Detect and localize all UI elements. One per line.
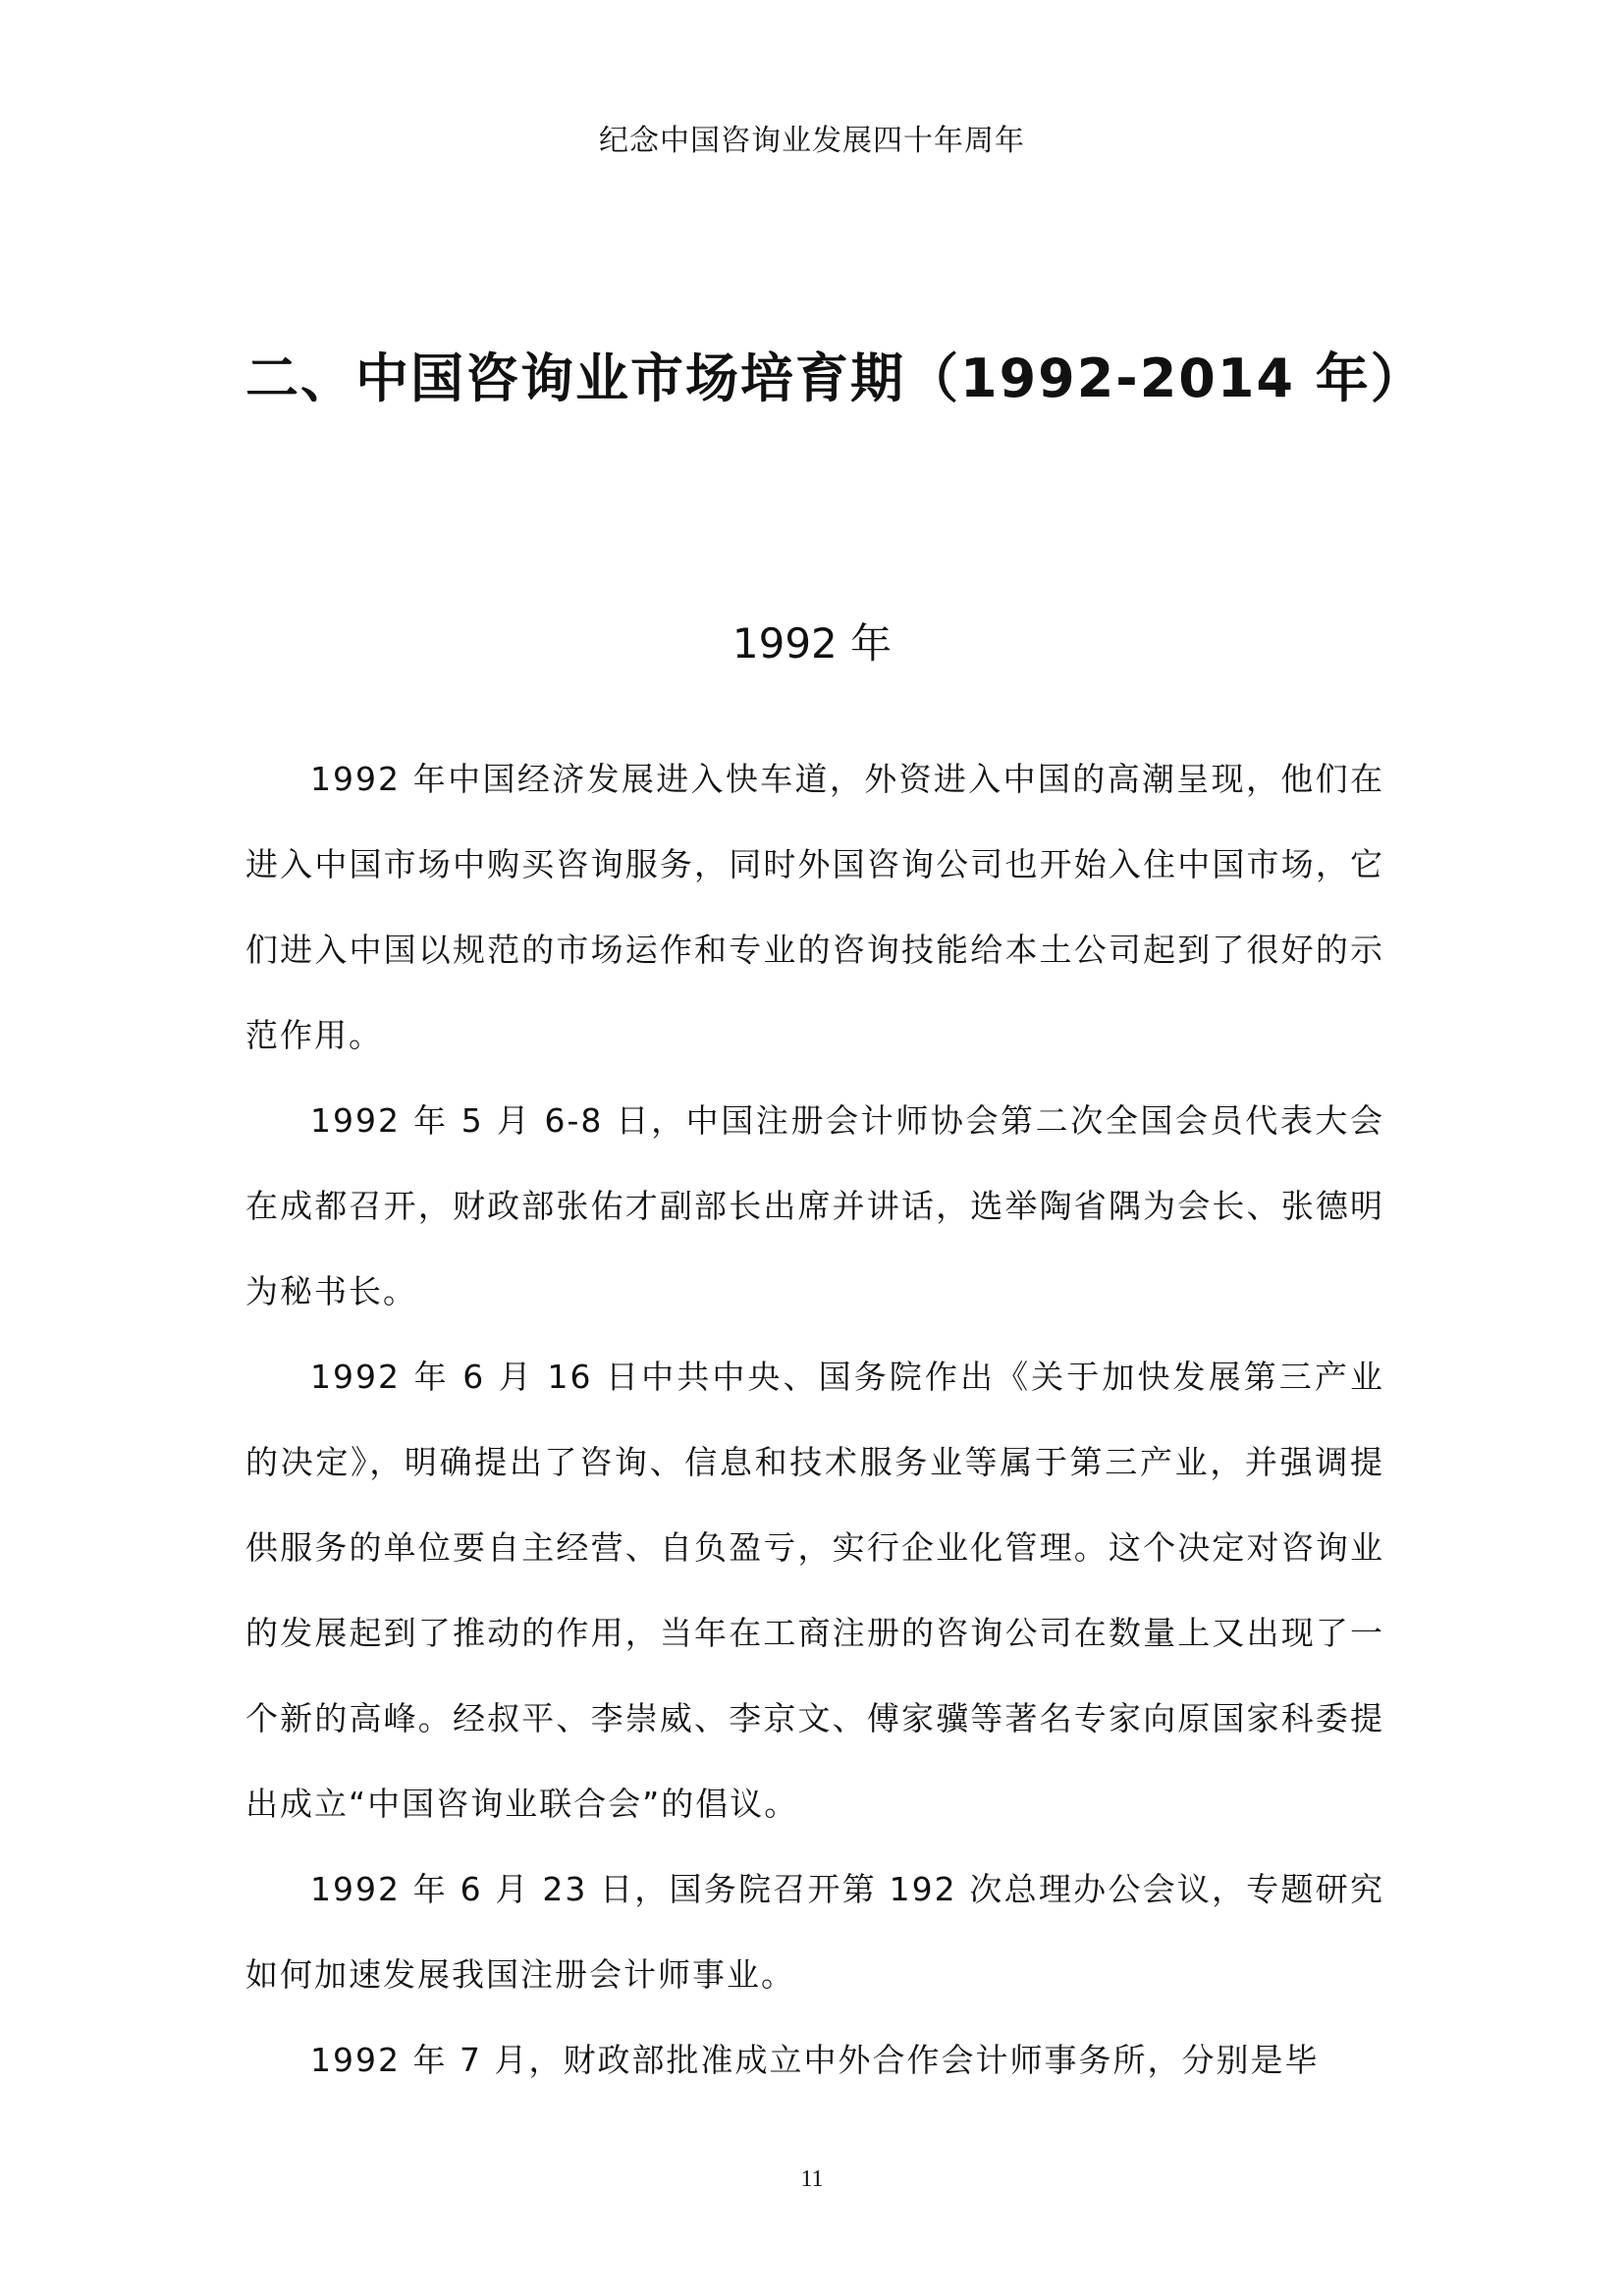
paragraph: 1992 年 6 月 23 日，国务院召开第 192 次总理办公会议，专题研究如何加速发展我国注册会计师事业。 <box>245 1870 1384 1994</box>
page-number: 11 <box>800 2166 824 2192</box>
running-header: 纪念中国咨询业发展四十年周年 <box>599 124 1025 158</box>
paragraph: 1992 年 6 月 16 日中共中央、国务院作出《关于加快发展第三产业的决定》，明确提出了咨询、信息和技术服务业等属于第三产业，并强调提供服务的单位要自主经营、自负盈亏，实行企业化管理。这个决定对咨询业的发展起到了推动的作用，当年在工商注册的咨询公司在数量上又出现了一个新的高峰。经叔平、李崇威、李京文、傅家骥等著名专家向原国家科委提出成立“中国咨询业联合会”的倡议。 <box>245 1358 1384 1823</box>
paragraph: 1992 年 5 月 6-8 日，中国注册会计师协会第二次全国会员代表大会在成都召开，财政部张佑才副部长出席并讲话，选举陶省隅为会长、张德明为秘书长。 <box>245 1101 1384 1310</box>
year-heading: 1992 年 <box>731 619 893 667</box>
paragraph: 1992 年 7 月，财政部批准成立中外合作会计师事务所，分别是毕 <box>310 2041 1320 2079</box>
body-text <box>245 736 1384 2103</box>
chapter-title: 二、中国咨询业市场培育期（1992-2014 年） <box>245 347 1426 409</box>
paragraph: 1992 年中国经济发展进入快车道，外资进入中国的高潮呈现，他们在进入中国市场中购买咨询服务，同时外国咨询公司也开始入住中国市场，它们进入中国以规范的市场运作和专业的咨询技能给本土公司起到了很好的示范作用。 <box>245 760 1384 1054</box>
